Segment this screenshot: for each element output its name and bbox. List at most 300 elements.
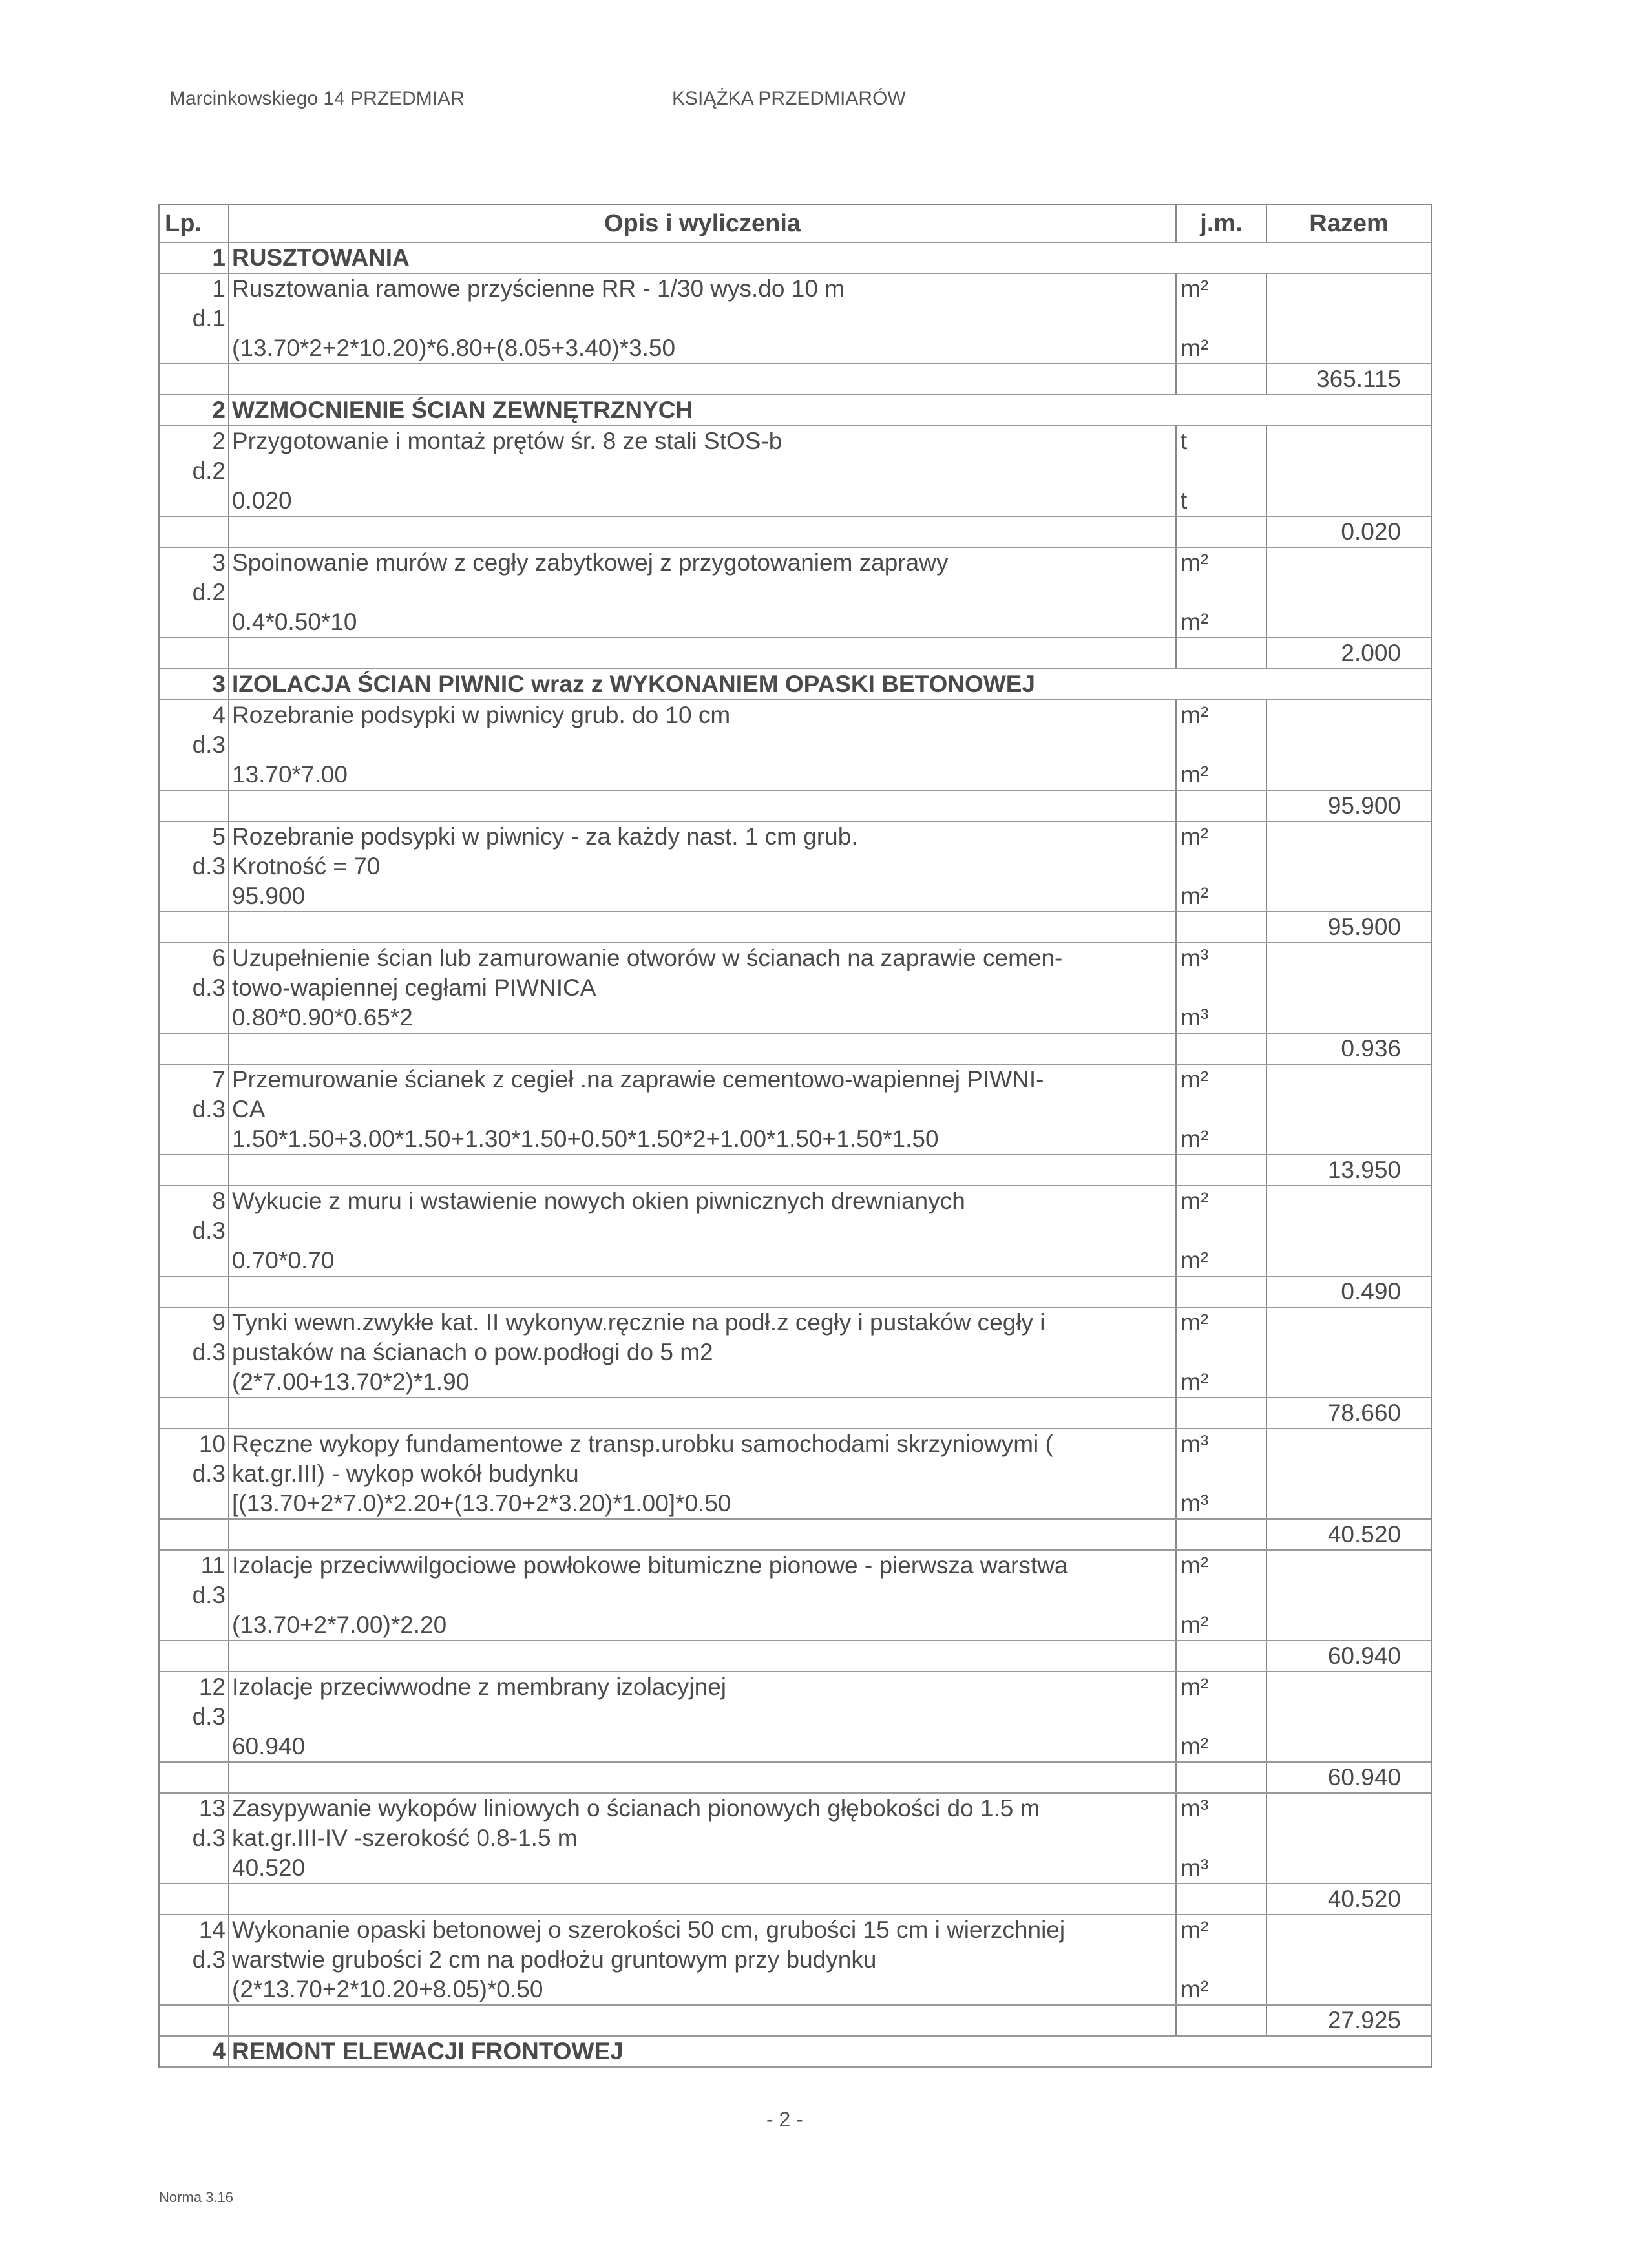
item-total-blank	[1267, 730, 1431, 760]
item-total-blank	[1267, 973, 1431, 1003]
item-unit: m²	[1177, 1065, 1267, 1095]
item-total-row	[160, 517, 1431, 548]
blank	[229, 1398, 1177, 1428]
item-unit: m²	[1177, 1308, 1267, 1338]
blank	[1177, 2006, 1267, 2035]
item-total-blank	[1267, 1580, 1431, 1610]
blank	[1177, 1155, 1267, 1185]
item-line	[160, 852, 1431, 881]
item-total-blank	[1267, 1794, 1431, 1823]
item-line	[160, 1853, 1431, 1884]
item-number: 10	[160, 1429, 229, 1459]
item-unit: m²	[1177, 881, 1267, 911]
item-description: Izolacje przeciwwilgociowe powłokowe bitumiczne pionowe - pierwsza warstwa	[229, 1551, 1177, 1580]
item-unit: m²	[1177, 1186, 1267, 1216]
item-formula: 0.70*0.70	[229, 1246, 1177, 1276]
item-total: 95.900	[1327, 914, 1401, 940]
item-total-blank	[1267, 1124, 1431, 1154]
blank	[160, 1884, 229, 1914]
item-description	[229, 1702, 1177, 1732]
item-line	[160, 1186, 1431, 1216]
item-line	[160, 333, 1431, 364]
item-number: 3	[160, 548, 229, 578]
item-description: Uzupełnienie ścian lub zamurowanie otworów w ścianach na zaprawie cemen-	[229, 943, 1177, 973]
blank	[160, 1398, 229, 1428]
item-total-row	[160, 1398, 1431, 1429]
blank	[229, 364, 1177, 394]
item-line	[160, 304, 1431, 333]
item-unit: m²	[1177, 607, 1267, 637]
item-line	[160, 1610, 1431, 1641]
item-reference: d.2	[160, 456, 229, 486]
item-description	[229, 456, 1177, 486]
blank	[160, 364, 229, 394]
item-total-blank	[1267, 578, 1431, 607]
item-formula: 0.020	[229, 486, 1177, 516]
section-row	[160, 243, 1431, 274]
item-unit: m²	[1177, 548, 1267, 578]
item-description: Wykonanie opaski betonowej o szerokości 50 cm, grubości 15 cm i wierzchniej	[229, 1915, 1177, 1945]
section-number: 2	[160, 395, 229, 425]
item-total-blank	[1267, 607, 1431, 637]
item-blank	[160, 607, 229, 637]
item-blank	[160, 760, 229, 790]
blank	[160, 1277, 229, 1307]
item-total-blank	[1267, 1915, 1431, 1945]
item-line	[160, 1459, 1431, 1489]
item-blank	[160, 1975, 229, 2004]
blank	[229, 1520, 1177, 1549]
section-number: 4	[160, 2037, 229, 2066]
item-total: 365.115	[1316, 366, 1401, 392]
item-line	[160, 1367, 1431, 1398]
item-total-row	[160, 364, 1431, 395]
item-number: 1	[160, 274, 229, 304]
column-header-desc: Opis i wyliczenia	[229, 205, 1177, 242]
blank	[229, 791, 1177, 821]
item-number: 4	[160, 700, 229, 730]
section-number: 3	[160, 669, 229, 699]
item-total-row	[160, 1155, 1431, 1186]
blank	[1177, 1641, 1267, 1671]
item-unit	[1177, 1823, 1267, 1853]
section-number: 1	[160, 243, 229, 273]
item-description: kat.gr.III-IV -szerokość 0.8-1.5 m	[229, 1823, 1177, 1853]
table-header-row	[160, 205, 1431, 243]
item-line	[160, 1702, 1431, 1732]
item-total-blank	[1267, 1459, 1431, 1489]
item-unit	[1177, 1338, 1267, 1367]
item-number: 5	[160, 822, 229, 852]
item-total: 40.520	[1327, 1521, 1401, 1548]
item-total-row	[160, 791, 1431, 822]
item-total: 60.940	[1327, 1643, 1401, 1669]
item-line	[160, 1065, 1431, 1095]
item-line	[160, 1489, 1431, 1520]
item-unit: m³	[1177, 1794, 1267, 1823]
item-reference: d.3	[160, 1945, 229, 1975]
item-unit: t	[1177, 426, 1267, 456]
item-reference: d.3	[160, 1580, 229, 1610]
blank	[1177, 1034, 1267, 1064]
item-line	[160, 274, 1431, 304]
item-unit	[1177, 973, 1267, 1003]
item-blank	[160, 1246, 229, 1276]
item-line	[160, 1823, 1431, 1853]
item-description: Przemurowanie ścianek z cegieł .na zaprawie cementowo-wapiennej PIWNI-	[229, 1065, 1177, 1095]
item-total-blank	[1267, 1429, 1431, 1459]
blank	[229, 1034, 1177, 1064]
item-number: 9	[160, 1308, 229, 1338]
item-formula: (13.70*2+2*10.20)*6.80+(8.05+3.40)*3.50	[229, 333, 1177, 363]
item-total-blank	[1267, 1338, 1431, 1367]
item-total: 13.950	[1327, 1157, 1401, 1183]
item-reference: d.3	[160, 1095, 229, 1124]
item-unit: m³	[1177, 943, 1267, 973]
item-description	[229, 304, 1177, 333]
item-line	[160, 1338, 1431, 1367]
item-line	[160, 760, 1431, 791]
blank	[229, 1884, 1177, 1914]
item-reference: d.3	[160, 1459, 229, 1489]
blank	[1177, 517, 1267, 547]
item-blank	[160, 486, 229, 516]
item-description: Zasypywanie wykopów liniowych o ścianach pionowych głębokości do 1.5 m	[229, 1794, 1177, 1823]
section-row	[160, 2037, 1431, 2068]
blank	[1177, 791, 1267, 821]
blank	[1177, 912, 1267, 942]
item-line	[160, 1429, 1431, 1459]
item-total: 40.520	[1327, 1885, 1401, 1912]
item-reference: d.3	[160, 852, 229, 881]
blank	[229, 517, 1177, 547]
item-total-row	[160, 1277, 1431, 1308]
item-line	[160, 1308, 1431, 1338]
item-number: 14	[160, 1915, 229, 1945]
item-line	[160, 1975, 1431, 2006]
item-unit: m²	[1177, 1610, 1267, 1640]
item-unit: m²	[1177, 1672, 1267, 1702]
blank	[229, 912, 1177, 942]
section-title: WZMOCNIENIE ŚCIAN ZEWNĘTRZNYCH	[232, 397, 693, 423]
item-description	[229, 730, 1177, 760]
item-total-blank	[1267, 486, 1431, 516]
item-line	[160, 607, 1431, 638]
item-total-row	[160, 1520, 1431, 1551]
item-total-blank	[1267, 548, 1431, 578]
item-unit: m²	[1177, 1124, 1267, 1154]
item-unit: m³	[1177, 1429, 1267, 1459]
item-line	[160, 1216, 1431, 1246]
item-unit: m²	[1177, 333, 1267, 363]
item-unit	[1177, 456, 1267, 486]
blank	[1177, 1520, 1267, 1549]
item-total-row	[160, 912, 1431, 943]
blank	[1177, 638, 1267, 668]
blank	[160, 517, 229, 547]
item-description: Tynki wewn.zwykłe kat. II wykonyw.ręcznie na podł.z cegły i pustaków cegły i	[229, 1308, 1177, 1338]
item-blank	[160, 881, 229, 911]
item-total: 78.660	[1327, 1400, 1401, 1426]
item-blank	[160, 1367, 229, 1397]
blank	[229, 1155, 1177, 1185]
item-description: Wykucie z muru i wstawienie nowych okien piwnicznych drewnianych	[229, 1186, 1177, 1216]
item-total-row	[160, 2006, 1431, 2037]
item-total-blank	[1267, 760, 1431, 790]
item-description: Przygotowanie i montaż prętów śr. 8 ze stali StOS-b	[229, 426, 1177, 456]
item-total-blank	[1267, 881, 1431, 911]
blank	[229, 2006, 1177, 2035]
item-line	[160, 1794, 1431, 1823]
item-unit	[1177, 1216, 1267, 1246]
item-unit: m²	[1177, 1367, 1267, 1397]
item-description: warstwie grubości 2 cm na podłożu gruntowym przy budynku	[229, 1945, 1177, 1975]
item-formula: (13.70+2*7.00)*2.20	[229, 1610, 1177, 1640]
item-line	[160, 1580, 1431, 1610]
blank	[1177, 1277, 1267, 1307]
item-reference: d.3	[160, 1702, 229, 1732]
item-formula: (2*7.00+13.70*2)*1.90	[229, 1367, 1177, 1397]
item-formula: 95.900	[229, 881, 1177, 911]
item-total-blank	[1267, 426, 1431, 456]
item-unit: m²	[1177, 1732, 1267, 1761]
item-total-blank	[1267, 700, 1431, 730]
item-description	[229, 1580, 1177, 1610]
item-formula: 1.50*1.50+3.00*1.50+1.30*1.50+0.50*1.50*2+1.00*1.50+1.50*1.50	[229, 1124, 1177, 1154]
item-total-row	[160, 1034, 1431, 1065]
item-description: towo-wapiennej cegłami PIWNICA	[229, 973, 1177, 1003]
item-total-blank	[1267, 1246, 1431, 1276]
item-total-blank	[1267, 1308, 1431, 1338]
item-reference: d.2	[160, 578, 229, 607]
item-description: Ręczne wykopy fundamentowe z transp.urobku samochodami skrzyniowymi (	[229, 1429, 1177, 1459]
section-title: IZOLACJA ŚCIAN PIWNIC wraz z WYKONANIEM OPASKI BETONOWEJ	[232, 671, 1036, 697]
item-description	[229, 1216, 1177, 1246]
item-description: Rozebranie podsypki w piwnicy - za każdy nast. 1 cm grub.	[229, 822, 1177, 852]
column-header-lp: Lp.	[160, 205, 229, 242]
item-unit: m²	[1177, 1246, 1267, 1276]
item-formula: 0.4*0.50*10	[229, 607, 1177, 637]
blank	[1177, 1398, 1267, 1428]
item-line	[160, 881, 1431, 912]
item-unit: m³	[1177, 1853, 1267, 1883]
item-unit: m³	[1177, 1489, 1267, 1518]
blank	[160, 1520, 229, 1549]
blank	[160, 1034, 229, 1064]
item-unit: m³	[1177, 1003, 1267, 1033]
item-total-blank	[1267, 1065, 1431, 1095]
item-description: Krotność = 70	[229, 852, 1177, 881]
item-unit: m²	[1177, 700, 1267, 730]
item-total-blank	[1267, 852, 1431, 881]
item-description: CA	[229, 1095, 1177, 1124]
item-description: Izolacje przeciwwodne z membrany izolacyjnej	[229, 1672, 1177, 1702]
item-blank	[160, 333, 229, 363]
item-formula: 60.940	[229, 1732, 1177, 1761]
item-total-blank	[1267, 1672, 1431, 1702]
item-total-blank	[1267, 1186, 1431, 1216]
item-unit: m²	[1177, 1975, 1267, 2004]
item-number: 7	[160, 1065, 229, 1095]
blank	[160, 638, 229, 668]
item-total-blank	[1267, 1853, 1431, 1883]
item-line	[160, 1551, 1431, 1580]
item-reference: d.1	[160, 304, 229, 333]
item-total: 2.000	[1341, 640, 1401, 666]
page-number: - 2 -	[766, 2108, 803, 2131]
item-unit	[1177, 852, 1267, 881]
software-label: Norma 3.16	[159, 2189, 233, 2205]
blank	[1177, 1763, 1267, 1792]
item-reference: d.3	[160, 1216, 229, 1246]
estimate-table	[158, 204, 1432, 2068]
item-unit: m²	[1177, 1915, 1267, 1945]
document-header-left: Marcinkowskiego 14 PRZEDMIAR	[169, 88, 465, 109]
item-total-blank	[1267, 1975, 1431, 2004]
document-header-center: KSIĄŻKA PRZEDMIARÓW	[672, 88, 906, 109]
item-line	[160, 700, 1431, 730]
item-total-blank	[1267, 456, 1431, 486]
item-total: 0.020	[1341, 518, 1401, 545]
section-title: REMONT ELEWACJI FRONTOWEJ	[232, 2038, 624, 2064]
item-unit	[1177, 1095, 1267, 1124]
section-row	[160, 669, 1431, 700]
item-unit	[1177, 578, 1267, 607]
item-description	[229, 578, 1177, 607]
item-formula: [(13.70+2*7.0)*2.20+(13.70+2*3.20)*1.00]*0.50	[229, 1489, 1177, 1518]
item-description: Spoinowanie murów z cegły zabytkowej z przygotowaniem zaprawy	[229, 548, 1177, 578]
item-number: 2	[160, 426, 229, 456]
item-total: 0.936	[1341, 1035, 1401, 1062]
item-unit: m²	[1177, 1551, 1267, 1580]
item-total-blank	[1267, 1610, 1431, 1640]
item-line	[160, 578, 1431, 607]
section-title: RUSZTOWANIA	[232, 244, 410, 271]
item-line	[160, 456, 1431, 486]
item-unit: m²	[1177, 760, 1267, 790]
item-unit	[1177, 730, 1267, 760]
item-number: 11	[160, 1551, 229, 1580]
item-line	[160, 1003, 1431, 1034]
item-total-row	[160, 1763, 1431, 1794]
item-line	[160, 1945, 1431, 1975]
blank	[160, 1763, 229, 1792]
item-blank	[160, 1489, 229, 1518]
item-total-blank	[1267, 1095, 1431, 1124]
item-unit	[1177, 1580, 1267, 1610]
item-description: Rusztowania ramowe przyścienne RR - 1/30 wys.do 10 m	[229, 274, 1177, 304]
item-line	[160, 1915, 1431, 1945]
item-reference: d.3	[160, 1338, 229, 1367]
item-unit	[1177, 1945, 1267, 1975]
item-total-blank	[1267, 1945, 1431, 1975]
item-total-blank	[1267, 1823, 1431, 1853]
item-line	[160, 1732, 1431, 1763]
item-total: 95.900	[1327, 792, 1401, 819]
item-formula: 13.70*7.00	[229, 760, 1177, 790]
item-line	[160, 730, 1431, 760]
item-blank	[160, 1732, 229, 1761]
item-blank	[160, 1610, 229, 1640]
column-header-unit: j.m.	[1177, 205, 1267, 242]
item-description: Rozebranie podsypki w piwnicy grub. do 10 cm	[229, 700, 1177, 730]
blank	[229, 638, 1177, 668]
item-line	[160, 943, 1431, 973]
item-number: 13	[160, 1794, 229, 1823]
item-number: 6	[160, 943, 229, 973]
item-unit	[1177, 304, 1267, 333]
item-total-blank	[1267, 333, 1431, 363]
item-total-blank	[1267, 943, 1431, 973]
blank	[229, 1277, 1177, 1307]
item-line	[160, 1124, 1431, 1155]
blank	[229, 1763, 1177, 1792]
item-line	[160, 1672, 1431, 1702]
item-total-blank	[1267, 822, 1431, 852]
item-blank	[160, 1003, 229, 1033]
item-unit: m²	[1177, 822, 1267, 852]
blank	[229, 1641, 1177, 1671]
item-description: kat.gr.III) - wykop wokół budynku	[229, 1459, 1177, 1489]
item-total-blank	[1267, 1367, 1431, 1397]
item-line	[160, 548, 1431, 578]
item-unit: t	[1177, 486, 1267, 516]
blank	[160, 1641, 229, 1671]
item-unit: m²	[1177, 274, 1267, 304]
item-description: pustaków na ścianach o pow.podłogi do 5 m2	[229, 1338, 1177, 1367]
item-unit	[1177, 1702, 1267, 1732]
item-total: 60.940	[1327, 1764, 1401, 1790]
item-number: 12	[160, 1672, 229, 1702]
blank	[1177, 1884, 1267, 1914]
item-formula: (2*13.70+2*10.20+8.05)*0.50	[229, 1975, 1177, 2004]
item-total-blank	[1267, 1489, 1431, 1518]
item-line	[160, 973, 1431, 1003]
item-total: 27.925	[1327, 2007, 1401, 2033]
item-blank	[160, 1853, 229, 1883]
item-reference: d.3	[160, 973, 229, 1003]
item-total-blank	[1267, 1702, 1431, 1732]
item-reference: d.3	[160, 1823, 229, 1853]
item-line	[160, 1095, 1431, 1124]
section-row	[160, 395, 1431, 426]
item-total-row	[160, 1641, 1431, 1672]
item-formula: 0.80*0.90*0.65*2	[229, 1003, 1177, 1033]
blank	[160, 1155, 229, 1185]
blank	[160, 791, 229, 821]
item-total-blank	[1267, 1551, 1431, 1580]
item-total: 0.490	[1341, 1278, 1401, 1305]
item-total-blank	[1267, 304, 1431, 333]
item-unit	[1177, 1459, 1267, 1489]
item-total-blank	[1267, 1003, 1431, 1033]
item-reference: d.3	[160, 730, 229, 760]
item-blank	[160, 1124, 229, 1154]
blank	[160, 2006, 229, 2035]
item-number: 8	[160, 1186, 229, 1216]
item-total-blank	[1267, 274, 1431, 304]
column-header-total: Razem	[1309, 210, 1389, 237]
item-formula: 40.520	[229, 1853, 1177, 1883]
item-line	[160, 1246, 1431, 1277]
blank	[160, 912, 229, 942]
item-total-row	[160, 638, 1431, 669]
item-total-row	[160, 1884, 1431, 1915]
item-line	[160, 426, 1431, 456]
item-line	[160, 822, 1431, 852]
item-total-blank	[1267, 1216, 1431, 1246]
blank	[1177, 364, 1267, 394]
